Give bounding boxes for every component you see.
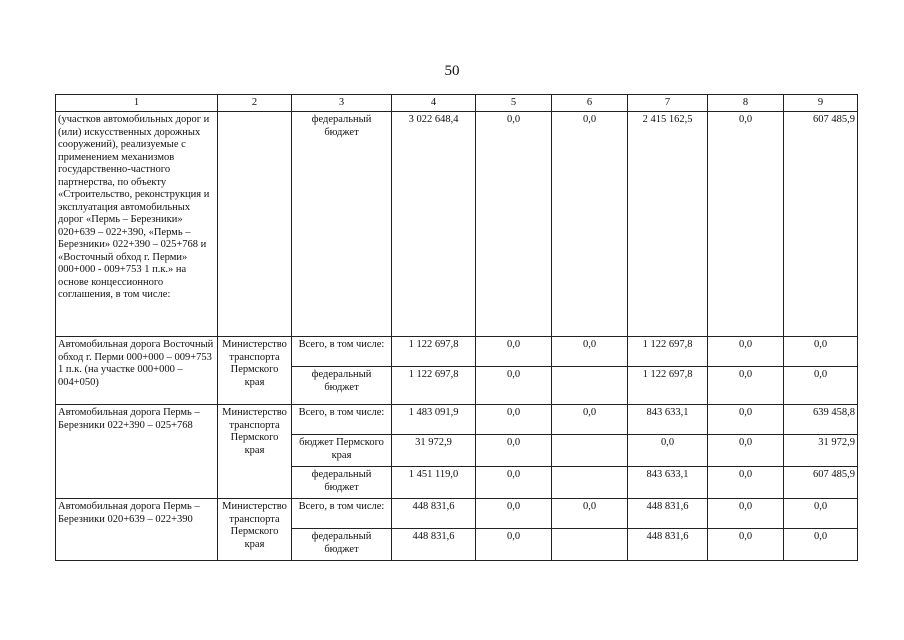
column-header: 5 — [476, 95, 552, 112]
table-row — [56, 499, 858, 529]
value-cell: 0,0 — [552, 499, 628, 529]
funding-source: бюджет Пермского края — [292, 435, 392, 467]
value-cell: 31 972,9 — [784, 435, 858, 467]
value-cell: 0,0 — [784, 337, 858, 367]
value-cell: 0,0 — [784, 499, 858, 529]
value-cell: 0,0 — [476, 499, 552, 529]
value-cell: 0,0 — [708, 405, 784, 435]
object-description: Автомобильная дорога Пермь – Березники 022+390 – 025+768 — [56, 405, 218, 499]
executor-cell: Министерство транспорта Пермского края — [218, 499, 292, 561]
table-row — [56, 112, 858, 337]
value-cell: 0,0 — [708, 337, 784, 367]
value-cell: 843 633,1 — [628, 467, 708, 499]
value-cell: 843 633,1 — [628, 405, 708, 435]
object-description: (участков автомобильных дорог и (или) искусственных дорожных сооружений), реализуемые с применением механизмов государственно-частного партнерства, по объекту «Строительство, реконструкция и эксплуатация автомобильных дорог «Пермь – Березники» 020+639 – 022+390, «Пермь – Березники» 022+390 – 025+768 и «Восточный обход г. Перми» 000+000 - 009+753 1 п.к.» на основе концессионного соглашения, в том числе: — [56, 112, 218, 337]
value-cell: 0,0 — [708, 112, 784, 337]
funding-source: федеральный бюджет — [292, 112, 392, 337]
value-cell: 0,0 — [476, 112, 552, 337]
executor-cell: Министерство транспорта Пермского края — [218, 405, 292, 499]
value-cell: 0,0 — [708, 467, 784, 499]
value-cell: 1 451 119,0 — [392, 467, 476, 499]
value-cell: 31 972,9 — [392, 435, 476, 467]
value-cell: 0,0 — [708, 367, 784, 405]
funding-source: федеральный бюджет — [292, 367, 392, 405]
value-cell: 639 458,8 — [784, 405, 858, 435]
funding-source: Всего, в том числе: — [292, 405, 392, 435]
header-row — [56, 95, 858, 112]
value-cell: 0,0 — [784, 367, 858, 405]
value-cell: 0,0 — [552, 112, 628, 337]
funding-source: федеральный бюджет — [292, 467, 392, 499]
funding-source: федеральный бюджет — [292, 529, 392, 561]
table-row — [56, 337, 858, 367]
budget-table — [55, 94, 858, 561]
value-cell: 0,0 — [708, 499, 784, 529]
value-cell: 448 831,6 — [392, 499, 476, 529]
column-header: 1 — [56, 95, 218, 112]
value-cell: 0,0 — [708, 529, 784, 561]
value-cell: 448 831,6 — [628, 499, 708, 529]
column-header: 3 — [292, 95, 392, 112]
value-cell: 1 122 697,8 — [628, 337, 708, 367]
value-cell: 1 122 697,8 — [628, 367, 708, 405]
column-header: 7 — [628, 95, 708, 112]
value-cell: 1 122 697,8 — [392, 337, 476, 367]
executor-cell: Министерство транспорта Пермского края — [218, 337, 292, 405]
column-header: 8 — [708, 95, 784, 112]
object-description: Автомобильная дорога Пермь – Березники 020+639 – 022+390 — [56, 499, 218, 561]
value-cell: 1 483 091,9 — [392, 405, 476, 435]
column-header: 6 — [552, 95, 628, 112]
value-cell: 0,0 — [476, 337, 552, 367]
executor-cell — [218, 112, 292, 337]
value-cell: 448 831,6 — [628, 529, 708, 561]
value-cell: 0,0 — [476, 529, 552, 561]
value-cell: 0,0 — [784, 529, 858, 561]
value-cell — [552, 435, 628, 467]
column-header: 2 — [218, 95, 292, 112]
value-cell: 3 022 648,4 — [392, 112, 476, 337]
value-cell: 2 415 162,5 — [628, 112, 708, 337]
value-cell — [552, 367, 628, 405]
table-row — [56, 405, 858, 435]
value-cell: 0,0 — [628, 435, 708, 467]
value-cell: 0,0 — [476, 367, 552, 405]
page-number: 50 — [444, 63, 460, 79]
value-cell — [552, 467, 628, 499]
value-cell: 0,0 — [552, 337, 628, 367]
value-cell: 448 831,6 — [392, 529, 476, 561]
value-cell: 0,0 — [476, 405, 552, 435]
object-description: Автомобильная дорога Восточный обход г. Перми 000+000 – 009+753 1 п.к. (на участке 000+000 – 004+050) — [56, 337, 218, 405]
value-cell: 607 485,9 — [784, 112, 858, 337]
value-cell: 607 485,9 — [784, 467, 858, 499]
value-cell: 0,0 — [476, 467, 552, 499]
funding-source: Всего, в том числе: — [292, 499, 392, 529]
value-cell — [552, 529, 628, 561]
value-cell: 0,0 — [476, 435, 552, 467]
value-cell: 0,0 — [552, 405, 628, 435]
funding-source: Всего, в том числе: — [292, 337, 392, 367]
column-header: 4 — [392, 95, 476, 112]
value-cell: 0,0 — [708, 435, 784, 467]
value-cell: 1 122 697,8 — [392, 367, 476, 405]
column-header: 9 — [784, 95, 858, 112]
